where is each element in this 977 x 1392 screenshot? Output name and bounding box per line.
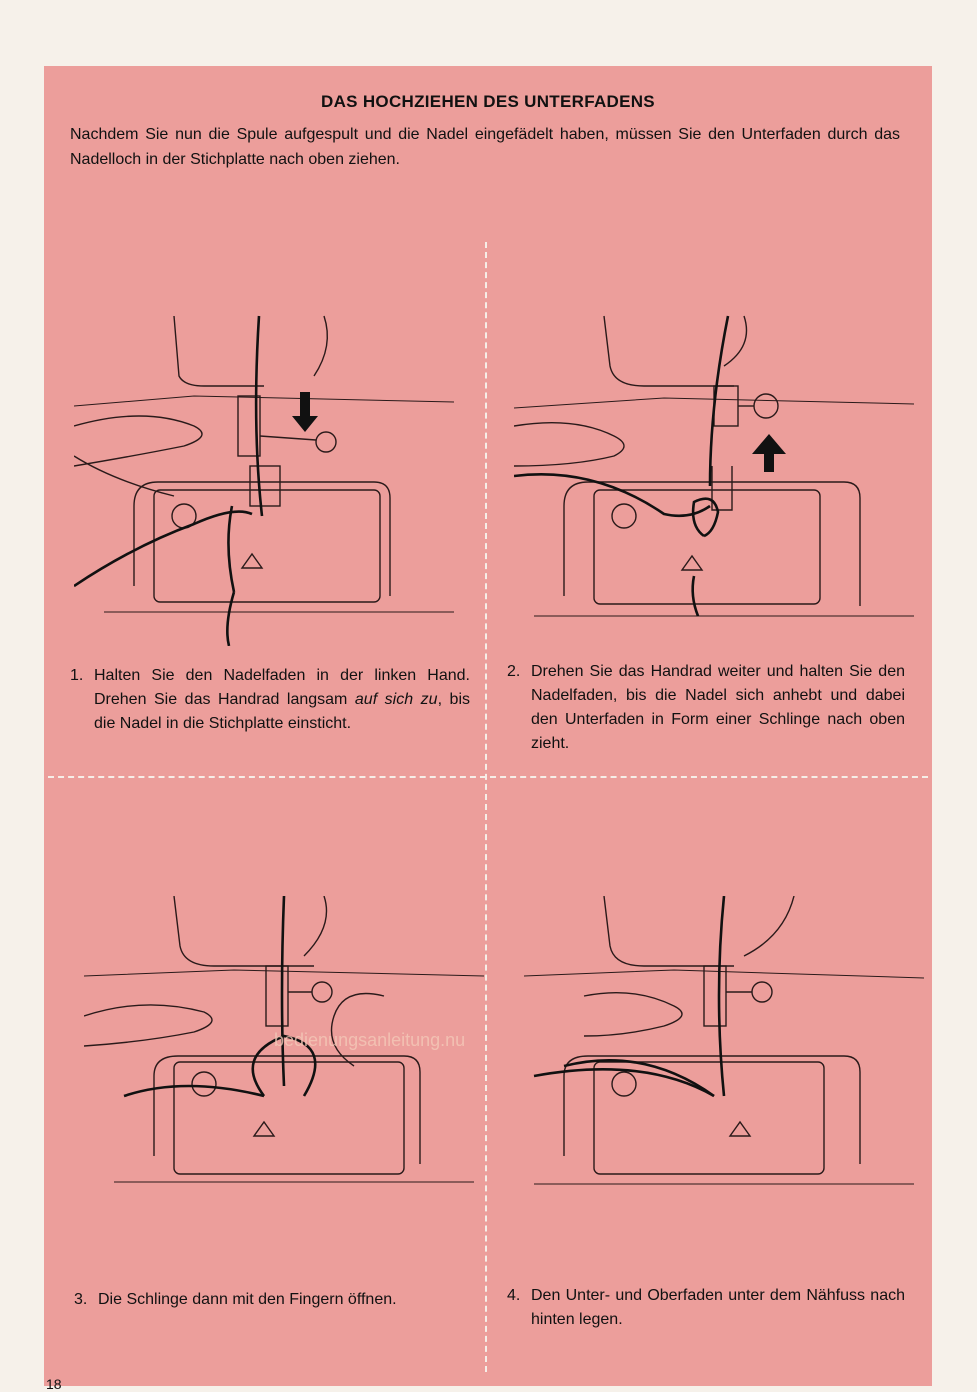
step-4-caption xyxy=(507,1284,905,1332)
step-4-text: Den Unter- und Oberfaden unter dem Nähfuss nach hinten legen. xyxy=(531,1287,905,1328)
page-panel xyxy=(44,66,932,1386)
step-4-illustration xyxy=(524,896,924,1196)
step-1-illustration xyxy=(74,306,474,646)
arrow-up-icon xyxy=(752,434,786,472)
page-number: 18 xyxy=(46,1376,62,1392)
step-2-caption xyxy=(507,660,905,756)
step-4-number: 4. xyxy=(507,1287,521,1304)
step-1-emphasis: auf sich zu xyxy=(354,691,438,708)
step-1-text-end: , bis die Nadel in die Stichplatte einsticht. xyxy=(94,691,470,732)
page-title: DAS HOCHZIEHEN DES UNTERFADENS xyxy=(321,92,655,111)
step-2-number: 2. xyxy=(507,663,521,680)
step-1-text: Halten Sie den Nadelfaden in der linken Hand. Drehen Sie das Handrad langsam xyxy=(94,667,470,708)
step-1-caption xyxy=(70,664,470,736)
intro-paragraph: Nachdem Sie nun die Spule aufgespult und die Nadel eingefädelt haben, müssen Sie den Unterfaden durch das Nadelloch in der Stichplatte nach oben ziehen. xyxy=(70,126,900,168)
horizontal-divider xyxy=(48,776,928,778)
step-3-caption xyxy=(74,1288,484,1312)
step-3-illustration xyxy=(84,896,484,1196)
step-3-text: Die Schlinge dann mit den Fingern öffnen. xyxy=(98,1291,397,1308)
vertical-divider xyxy=(485,242,487,1372)
step-1-number: 1. xyxy=(70,667,84,684)
step-3-number: 3. xyxy=(74,1291,88,1308)
step-2-text: Drehen Sie das Handrad weiter und halten Sie den Nadelfaden, bis die Nadel sich anhebt und dabei den Unterfaden in Form einer Schlinge nach oben zieht. xyxy=(531,663,905,752)
step-2-illustration xyxy=(514,306,924,646)
watermark-text: bedienungsanleitung.nu xyxy=(274,1030,466,1050)
